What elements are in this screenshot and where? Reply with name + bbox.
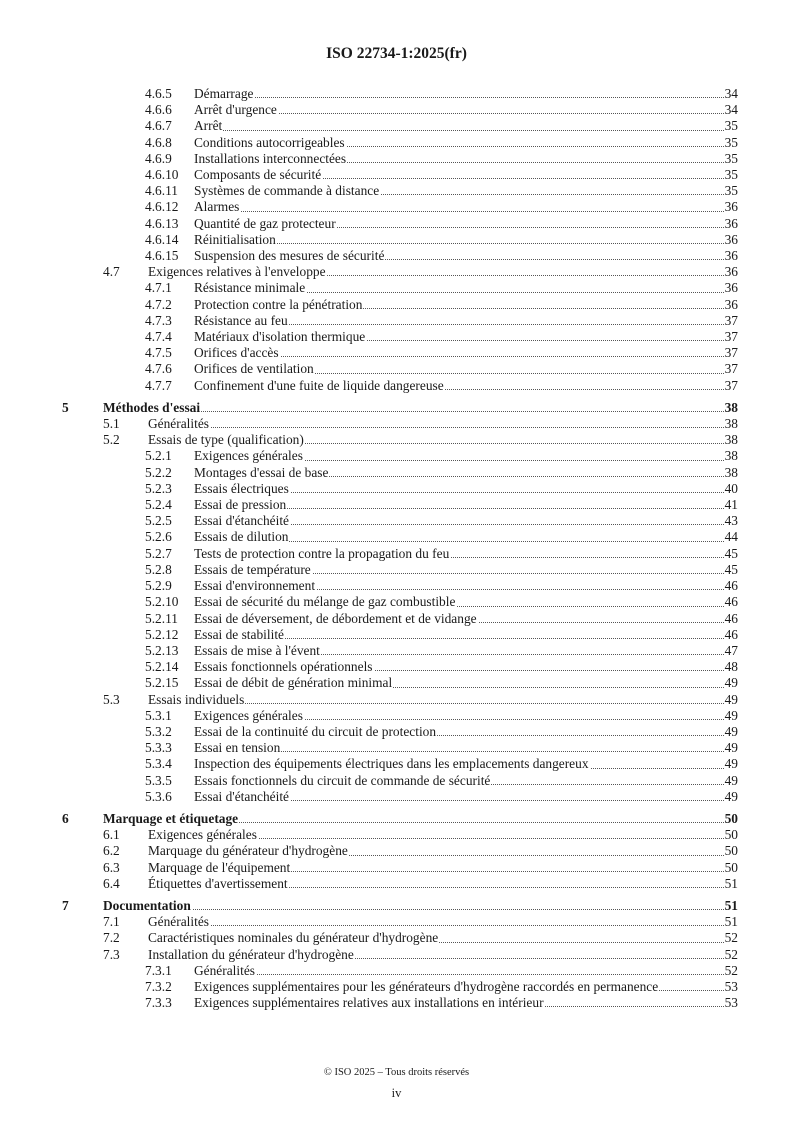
toc-entry-page: 50 xyxy=(724,810,738,826)
toc-entry-title: Inspection des équipements électriques dans les emplacements dangereux xyxy=(194,756,589,772)
toc-entry-title: Démarrage xyxy=(194,86,254,101)
toc-entry-page: 49 xyxy=(724,691,738,707)
toc-entry-title: Composants de sécurité xyxy=(194,167,322,183)
toc-entry[interactable] xyxy=(62,448,738,464)
toc-entry[interactable] xyxy=(62,86,738,102)
toc-entry-number: 5.1 xyxy=(103,416,120,432)
toc-entry-title: Documentation xyxy=(103,897,191,913)
toc-entry-title: Installation du générateur d'hydrogène xyxy=(148,946,354,962)
toc-entry[interactable] xyxy=(62,876,738,892)
toc-entry[interactable] xyxy=(62,400,738,416)
toc-entry-title: Exigences générales xyxy=(194,707,303,723)
toc-entry-page: 46 xyxy=(724,578,738,594)
dot-leader xyxy=(103,909,738,910)
toc-entry-page: 37 xyxy=(724,329,738,345)
toc-entry-title: Essai en tension xyxy=(194,740,281,756)
toc-entry-number: 5.2.12 xyxy=(145,626,179,642)
toc-entry-page: 52 xyxy=(724,946,738,962)
toc-entry[interactable] xyxy=(62,692,738,708)
toc-entry[interactable] xyxy=(62,708,738,724)
toc-entry-number: 7.3.3 xyxy=(145,995,172,1011)
toc-entry-title: Généralités xyxy=(148,416,209,432)
toc-entry-page: 40 xyxy=(724,480,738,496)
toc-entry-number: 5.2.4 xyxy=(145,497,172,513)
toc-entry[interactable] xyxy=(62,248,738,264)
toc-entry[interactable] xyxy=(62,756,738,772)
toc-entry-title: Marquage du générateur d'hydrogène xyxy=(148,843,348,859)
toc-entry[interactable] xyxy=(62,578,738,594)
toc-entry-title: Exigences supplémentaires pour les générateurs d'hydrogène raccordés en permanence xyxy=(194,978,659,994)
toc-entry[interactable] xyxy=(62,183,738,199)
toc-entry-page: 50 xyxy=(724,843,738,859)
toc-entry-page: 38 xyxy=(724,399,738,415)
toc-entry-title: Essai de pression xyxy=(194,497,287,513)
toc-entry[interactable] xyxy=(62,102,738,118)
toc-entry-number: 5.2.11 xyxy=(145,610,178,626)
toc-entry-number: 5.3.4 xyxy=(145,756,172,772)
toc-entry-title: Essais électriques xyxy=(194,480,289,496)
toc-entry[interactable] xyxy=(62,724,738,740)
toc-entry-number: 4.6.11 xyxy=(145,183,178,199)
toc-entry-title: Méthodes d'essai xyxy=(103,399,201,415)
toc-entry-title: Essai d'environnement xyxy=(194,578,316,594)
toc-entry-page: 38 xyxy=(724,448,738,464)
toc-entry-number: 6.2 xyxy=(103,843,120,859)
toc-entry-title: Essais fonctionnels opérationnels xyxy=(194,659,373,675)
toc-entry-page: 37 xyxy=(724,361,738,377)
toc-entry-number: 5 xyxy=(62,399,69,415)
toc-entry-page: 36 xyxy=(724,296,738,312)
toc-entry[interactable] xyxy=(62,280,738,296)
toc-entry-title: Confinement d'une fuite de liquide dangereuse xyxy=(194,377,444,393)
toc-entry-page: 38 xyxy=(724,432,738,448)
toc-entry-number: 4.6.13 xyxy=(145,215,179,231)
copyright-notice: © ISO 2025 – Tous droits réservés xyxy=(323,1067,470,1078)
toc-entry-number: 6 xyxy=(62,810,69,826)
toc-entry[interactable] xyxy=(62,432,738,448)
toc-entry-page: 44 xyxy=(724,529,738,545)
toc-entry-title: Résistance minimale xyxy=(194,280,306,296)
toc-entry-title: Essais de température xyxy=(194,561,311,577)
toc-entry[interactable] xyxy=(62,627,738,643)
toc-entry-title: Essai de déversement, de débordement et de vidange xyxy=(194,610,477,626)
toc-entry-page: 38 xyxy=(724,464,738,480)
toc-entry-number: 4.6.6 xyxy=(145,102,172,118)
toc-entry-page: 48 xyxy=(724,659,738,675)
toc-entry-number: 4.6.15 xyxy=(145,248,179,264)
toc-entry-page: 50 xyxy=(724,827,738,843)
toc-entry-title: Suspension des mesures de sécurité xyxy=(194,248,385,264)
toc-entry-page: 35 xyxy=(724,167,738,183)
toc-entry-number: 5.3.3 xyxy=(145,740,172,756)
toc-entry[interactable] xyxy=(62,930,738,946)
toc-entry-title: Essai de stabilité xyxy=(194,626,284,642)
toc-entry-number: 5.3.1 xyxy=(145,707,172,723)
toc-entry-title: Marquage et étiquetage xyxy=(103,810,239,826)
toc-entry-title: Essai de la continuité du circuit de protection xyxy=(194,723,437,739)
toc-entry-number: 5.2.1 xyxy=(145,448,172,464)
toc-entry-number: 4.7.2 xyxy=(145,296,172,312)
page-number: iv xyxy=(391,1086,402,1100)
toc-entry-number: 4.7.1 xyxy=(145,280,172,296)
toc-entry[interactable] xyxy=(62,216,738,232)
toc-entry-number: 4.7.6 xyxy=(145,361,172,377)
toc-entry[interactable] xyxy=(62,361,738,377)
toc-entry[interactable] xyxy=(62,659,738,675)
toc-entry[interactable] xyxy=(62,118,738,134)
toc-entry-number: 5.2.9 xyxy=(145,578,172,594)
toc-entry[interactable] xyxy=(62,963,738,979)
toc-entry-title: Tests de protection contre la propagation du feu xyxy=(194,545,450,561)
toc-entry-title: Exigences générales xyxy=(148,827,257,843)
toc-entry-title: Essai d'étanchéité xyxy=(194,513,289,529)
toc-entry-number: 4.7 xyxy=(103,264,120,280)
toc-entry-number: 5.2.7 xyxy=(145,545,172,561)
toc-entry[interactable] xyxy=(62,135,738,151)
toc-entry-number: 7.3.1 xyxy=(145,962,172,978)
table-of-contents xyxy=(62,86,738,1011)
toc-entry-page: 52 xyxy=(724,962,738,978)
toc-entry-number: 5.2.14 xyxy=(145,659,179,675)
toc-entry-number: 5.3 xyxy=(103,691,120,707)
toc-entry-page: 52 xyxy=(724,930,738,946)
toc-entry-title: Montages d'essai de base xyxy=(194,464,329,480)
toc-entry-page: 46 xyxy=(724,626,738,642)
toc-entry-number: 4.6.14 xyxy=(145,231,179,247)
toc-entry-title: Exigences relatives à l'enveloppe xyxy=(148,264,326,280)
toc-entry-number: 5.2.13 xyxy=(145,642,179,658)
dot-leader xyxy=(194,974,738,975)
toc-entry-number: 7.3 xyxy=(103,946,120,962)
toc-entry-page: 34 xyxy=(724,102,738,118)
toc-entry-page: 37 xyxy=(724,345,738,361)
toc-entry-title: Exigences supplémentaires relatives aux installations en intérieur xyxy=(194,995,544,1011)
toc-entry-page: 49 xyxy=(724,707,738,723)
toc-entry-title: Installations interconnectées xyxy=(194,150,347,166)
toc-entry-number: 4.7.3 xyxy=(145,312,172,328)
toc-entry[interactable] xyxy=(62,378,738,394)
toc-entry[interactable] xyxy=(62,611,738,627)
toc-entry[interactable] xyxy=(62,740,738,756)
toc-entry[interactable] xyxy=(62,594,738,610)
toc-entry-number: 4.6.10 xyxy=(145,167,179,183)
toc-entry-title: Caractéristiques nominales du générateur d'hydrogène xyxy=(148,930,439,946)
toc-entry-number: 5.2.15 xyxy=(145,675,179,691)
toc-entry[interactable] xyxy=(62,979,738,995)
toc-entry-page: 35 xyxy=(724,183,738,199)
toc-entry-title: Arrêt xyxy=(194,118,223,134)
toc-entry[interactable] xyxy=(62,773,738,789)
toc-entry-number: 4.7.4 xyxy=(145,329,172,345)
toc-entry-title: Quantité de gaz protecteur xyxy=(194,215,336,231)
toc-entry-number: 7.1 xyxy=(103,914,120,930)
toc-entry-title: Marquage de l'équipement xyxy=(148,859,291,875)
toc-entry-page: 46 xyxy=(724,594,738,610)
toc-entry[interactable] xyxy=(62,199,738,215)
toc-entry-title: Orifices d'accès xyxy=(194,345,279,361)
dot-leader xyxy=(194,97,738,98)
dot-leader xyxy=(148,925,738,926)
toc-entry-number: 7.3.2 xyxy=(145,978,172,994)
toc-entry[interactable] xyxy=(62,264,738,280)
toc-entry-title: Arrêt d'urgence xyxy=(194,102,277,118)
toc-entry-page: 35 xyxy=(724,150,738,166)
dot-leader xyxy=(148,427,738,428)
toc-entry-page: 36 xyxy=(724,231,738,247)
toc-entry-page: 37 xyxy=(724,312,738,328)
toc-entry[interactable] xyxy=(62,297,738,313)
toc-entry[interactable] xyxy=(62,860,738,876)
toc-entry[interactable] xyxy=(62,546,738,562)
toc-entry[interactable] xyxy=(62,675,738,691)
toc-entry-page: 34 xyxy=(724,86,738,101)
toc-entry-title: Protection contre la pénétration xyxy=(194,296,363,312)
toc-entry-page: 51 xyxy=(724,914,738,930)
toc-entry[interactable] xyxy=(62,643,738,659)
toc-entry-number: 5.2.6 xyxy=(145,529,172,545)
toc-entry-number: 5.3.2 xyxy=(145,723,172,739)
toc-entry-title: Étiquettes d'avertissement xyxy=(148,875,288,891)
toc-entry[interactable] xyxy=(62,811,738,827)
document-header: ISO 22734-1:2025(fr) xyxy=(326,45,467,62)
toc-entry-page: 41 xyxy=(724,497,738,513)
toc-entry-page: 45 xyxy=(724,545,738,561)
toc-entry-title: Résistance au feu xyxy=(194,312,288,328)
toc-entry-number: 6.4 xyxy=(103,875,120,891)
toc-entry-number: 4.6.12 xyxy=(145,199,179,215)
toc-entry-page: 36 xyxy=(724,215,738,231)
toc-entry-number: 5.3.5 xyxy=(145,772,172,788)
toc-entry[interactable] xyxy=(62,789,738,805)
toc-entry-page: 45 xyxy=(724,561,738,577)
toc-entry-title: Orifices de ventilation xyxy=(194,361,314,377)
toc-entry[interactable] xyxy=(62,465,738,481)
toc-entry-page: 36 xyxy=(724,280,738,296)
toc-entry-number: 4.6.7 xyxy=(145,118,172,134)
toc-entry-page: 35 xyxy=(724,134,738,150)
dot-leader xyxy=(194,211,738,212)
toc-entry-number: 5.3.6 xyxy=(145,788,172,804)
toc-entry-title: Généralités xyxy=(194,962,255,978)
toc-entry-number: 5.2.8 xyxy=(145,561,172,577)
toc-entry[interactable] xyxy=(62,345,738,361)
toc-entry-number: 5.2.3 xyxy=(145,480,172,496)
toc-entry-title: Essai de sécurité du mélange de gaz combustible xyxy=(194,594,456,610)
toc-entry-page: 53 xyxy=(724,978,738,994)
toc-entry[interactable] xyxy=(62,827,738,843)
toc-entry-title: Essais individuels xyxy=(148,691,245,707)
toc-entry-title: Essai d'étanchéité xyxy=(194,788,289,804)
toc-entry-number: 4.7.5 xyxy=(145,345,172,361)
toc-entry-page: 51 xyxy=(724,897,738,913)
toc-entry-page: 50 xyxy=(724,859,738,875)
toc-entry-title: Systèmes de commande à distance xyxy=(194,183,380,199)
toc-entry-page: 36 xyxy=(724,264,738,280)
toc-entry[interactable] xyxy=(62,513,738,529)
toc-entry[interactable] xyxy=(62,329,738,345)
toc-entry-page: 49 xyxy=(724,772,738,788)
toc-entry[interactable] xyxy=(62,416,738,432)
toc-entry-title: Généralités xyxy=(148,914,209,930)
toc-entry-number: 6.3 xyxy=(103,859,120,875)
toc-entry[interactable] xyxy=(62,481,738,497)
toc-entry-number: 7 xyxy=(62,897,69,913)
dot-leader xyxy=(194,130,738,131)
toc-entry[interactable] xyxy=(62,151,738,167)
toc-entry-number: 4.6.9 xyxy=(145,150,172,166)
toc-entry-number: 4.7.7 xyxy=(145,377,172,393)
toc-entry-page: 36 xyxy=(724,248,738,264)
toc-entry-number: 5.2 xyxy=(103,432,120,448)
toc-entry-title: Matériaux d'isolation thermique xyxy=(194,329,366,345)
toc-entry-page: 49 xyxy=(724,675,738,691)
toc-entry[interactable] xyxy=(62,562,738,578)
toc-entry-number: 5.2.5 xyxy=(145,513,172,529)
toc-entry-title: Essais fonctionnels du circuit de commande de sécurité xyxy=(194,772,491,788)
toc-entry[interactable] xyxy=(62,947,738,963)
toc-entry-page: 49 xyxy=(724,788,738,804)
toc-entry-page: 47 xyxy=(724,642,738,658)
toc-entry-number: 6.1 xyxy=(103,827,120,843)
toc-entry[interactable] xyxy=(62,313,738,329)
toc-entry-number: 4.6.5 xyxy=(145,86,172,101)
toc-entry-page: 46 xyxy=(724,610,738,626)
toc-entry-page: 49 xyxy=(724,756,738,772)
toc-entry[interactable] xyxy=(62,232,738,248)
toc-entry-title: Essais de mise à l'évent xyxy=(194,642,320,658)
toc-entry[interactable] xyxy=(62,529,738,545)
toc-entry-title: Alarmes xyxy=(194,199,240,215)
toc-entry-page: 53 xyxy=(724,995,738,1011)
toc-entry[interactable] xyxy=(62,898,738,914)
toc-entry[interactable] xyxy=(62,914,738,930)
toc-entry-title: Essai de débit de génération minimal xyxy=(194,675,393,691)
toc-entry-title: Réinitialisation xyxy=(194,231,276,247)
toc-entry-number: 4.6.8 xyxy=(145,134,172,150)
toc-entry-number: 5.2.2 xyxy=(145,464,172,480)
toc-entry-number: 5.2.10 xyxy=(145,594,179,610)
toc-entry-page: 49 xyxy=(724,723,738,739)
toc-entry[interactable] xyxy=(62,843,738,859)
toc-entry-page: 35 xyxy=(724,118,738,134)
toc-entry-number: 7.2 xyxy=(103,930,120,946)
toc-entry[interactable] xyxy=(62,995,738,1011)
toc-entry-title: Essais de type (qualification) xyxy=(148,432,304,448)
toc-entry-title: Essais de dilution xyxy=(194,529,289,545)
toc-entry-title: Exigences générales xyxy=(194,448,303,464)
toc-entry-page: 49 xyxy=(724,740,738,756)
toc-entry-page: 38 xyxy=(724,416,738,432)
toc-entry-page: 51 xyxy=(724,875,738,891)
toc-entry-title: Conditions autocorrigeables xyxy=(194,134,345,150)
toc-entry-page: 37 xyxy=(724,377,738,393)
toc-entry[interactable] xyxy=(62,167,738,183)
toc-entry-page: 36 xyxy=(724,199,738,215)
toc-entry-page: 43 xyxy=(724,513,738,529)
toc-entry[interactable] xyxy=(62,497,738,513)
